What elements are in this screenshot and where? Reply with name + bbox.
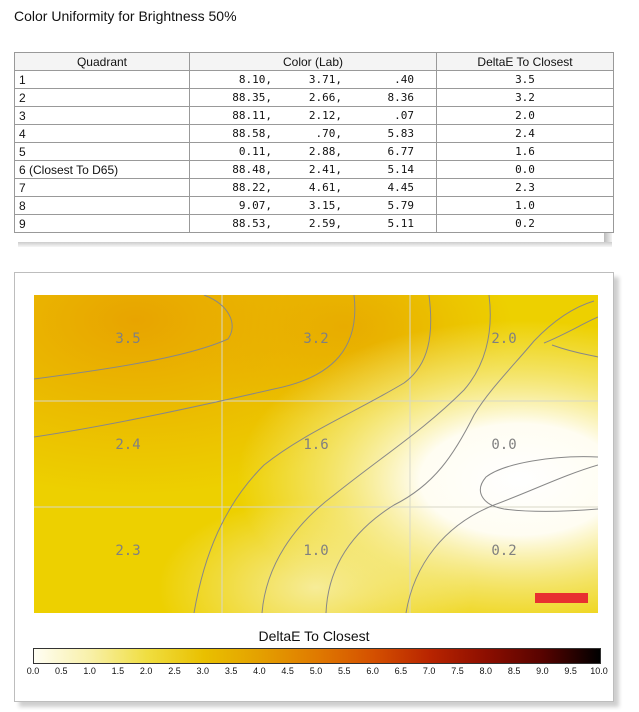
uniformity-heatmap xyxy=(34,295,598,613)
table-row xyxy=(15,161,614,179)
scale-tick-label: 9.0 xyxy=(536,666,549,676)
scale-tick-label: 10.0 xyxy=(590,666,608,676)
cell-quadrant: 3 xyxy=(15,107,190,125)
heatmap-cell-value: 3.5 xyxy=(115,331,141,347)
scale-tick-label: 2.0 xyxy=(139,666,153,676)
scale-tick-label: 1.0 xyxy=(83,666,96,676)
table-row xyxy=(15,71,614,89)
scale-tick-label: 0.5 xyxy=(55,666,68,676)
lab-a-value: 2.41, xyxy=(308,163,342,176)
cell-deltae: 2.3 xyxy=(437,179,614,197)
scale-tick-label: 0.0 xyxy=(26,666,40,676)
cell-color-lab xyxy=(190,107,437,125)
cell-deltae: 1.6 xyxy=(437,143,614,161)
scale-tick-label: 6.5 xyxy=(394,666,408,676)
cell-deltae: 3.2 xyxy=(437,89,614,107)
lab-l-value: 88.35, xyxy=(232,91,272,104)
table-shadow-bottom xyxy=(18,242,612,247)
cell-deltae: 3.5 xyxy=(437,71,614,89)
table-row xyxy=(15,215,614,233)
lab-l-value: 88.22, xyxy=(232,181,272,194)
scale-tick-label: 2.5 xyxy=(168,666,181,676)
lab-b-value: 5.14 xyxy=(387,163,414,176)
cell-color-lab xyxy=(190,179,437,197)
lab-a-value: 2.66, xyxy=(308,91,342,104)
cell-quadrant: 8 xyxy=(15,197,190,215)
lab-b-value: .07 xyxy=(394,109,414,122)
table-row xyxy=(15,143,614,161)
cell-deltae: 0.0 xyxy=(437,161,614,179)
cell-quadrant: 1 xyxy=(15,71,190,89)
scale-tick-label: 5.5 xyxy=(338,666,351,676)
lab-a-value: 2.59, xyxy=(308,217,342,230)
lab-l-value: 0.11, xyxy=(238,145,272,158)
heatmap-cell-value: 2.3 xyxy=(115,543,141,559)
scale-tick-label: 4.5 xyxy=(281,666,294,676)
scale-tick-label: 4.0 xyxy=(253,666,266,676)
cell-color-lab xyxy=(190,89,437,107)
cell-quadrant: 4 xyxy=(15,125,190,143)
lab-a-value: 2.88, xyxy=(308,145,342,158)
cell-deltae: 1.0 xyxy=(437,197,614,215)
scale-tick-label: 9.5 xyxy=(564,666,577,676)
cell-quadrant: 5 xyxy=(15,143,190,161)
scale-tick-label: 8.0 xyxy=(479,666,493,676)
lab-b-value: 8.36 xyxy=(387,91,414,104)
cell-quadrant: 7 xyxy=(15,179,190,197)
legend-title: DeltaE To Closest xyxy=(258,628,370,644)
heatmap-cell-value: 3.2 xyxy=(303,331,329,347)
scale-tick-label: 3.5 xyxy=(224,666,238,676)
lab-a-value: 3.71, xyxy=(308,73,342,86)
heatmap-cell-value: 0.0 xyxy=(491,437,517,453)
cell-quadrant: 9 xyxy=(15,215,190,233)
scale-tick-label: 6.0 xyxy=(366,666,379,676)
heatmap-cell-value: 2.4 xyxy=(115,437,141,453)
cell-color-lab xyxy=(190,143,437,161)
lab-a-value: 4.61, xyxy=(308,181,342,194)
color-table xyxy=(14,52,614,233)
lab-l-value: 88.53, xyxy=(232,217,272,230)
table-row xyxy=(15,107,614,125)
table-row xyxy=(15,125,614,143)
header-deltae: DeltaE To Closest xyxy=(437,53,614,71)
lab-b-value: 5.83 xyxy=(387,127,414,140)
red-marker xyxy=(535,593,588,603)
header-quadrant: Quadrant xyxy=(15,53,190,71)
scale-tick-label: 7.0 xyxy=(422,666,436,676)
scale-tick-label: 1.5 xyxy=(111,666,125,676)
cell-color-lab xyxy=(190,197,437,215)
lab-l-value: 9.07, xyxy=(238,199,272,212)
color-scale-ticks xyxy=(0,666,639,680)
scale-tick-label: 8.5 xyxy=(507,666,521,676)
lab-b-value: 5.11 xyxy=(387,217,414,230)
cell-quadrant: 2 xyxy=(15,89,190,107)
lab-b-value: .40 xyxy=(394,73,414,86)
header-color-lab: Color (Lab) xyxy=(190,53,437,71)
table-body xyxy=(15,71,614,233)
cell-color-lab xyxy=(190,125,437,143)
cell-quadrant: 6 (Closest To D65) xyxy=(15,161,190,179)
lab-l-value: 88.48, xyxy=(232,163,272,176)
scale-tick-label: 5.0 xyxy=(309,666,323,676)
heatmap-cell-value: 1.0 xyxy=(303,543,329,559)
cell-deltae: 2.0 xyxy=(437,107,614,125)
lab-a-value: 2.12, xyxy=(308,109,342,122)
lab-l-value: 88.58, xyxy=(232,127,272,140)
lab-b-value: 4.45 xyxy=(387,181,414,194)
scale-tick-label: 7.5 xyxy=(451,666,464,676)
lab-a-value: 3.15, xyxy=(308,199,342,212)
lab-l-value: 8.10, xyxy=(238,73,272,86)
cell-color-lab xyxy=(190,215,437,233)
lab-l-value: 88.11, xyxy=(232,109,272,122)
lab-b-value: 5.79 xyxy=(387,199,414,212)
lab-a-value: .70, xyxy=(315,127,342,140)
cell-deltae: 2.4 xyxy=(437,125,614,143)
heatmap-cell-value: 2.0 xyxy=(491,331,517,347)
lab-b-value: 6.77 xyxy=(387,145,414,158)
table-row xyxy=(15,89,614,107)
table-header-row xyxy=(15,53,614,71)
cell-deltae: 0.2 xyxy=(437,215,614,233)
scale-tick-label: 3.0 xyxy=(196,666,210,676)
cell-color-lab xyxy=(190,71,437,89)
table-row xyxy=(15,197,614,215)
table-row xyxy=(15,179,614,197)
heatmap-cell-value: 1.6 xyxy=(303,437,329,453)
cell-color-lab xyxy=(190,161,437,179)
heatmap-cell-value: 0.2 xyxy=(491,543,517,559)
color-scale-bar xyxy=(33,648,601,664)
page-title: Color Uniformity for Brightness 50% xyxy=(14,8,237,24)
